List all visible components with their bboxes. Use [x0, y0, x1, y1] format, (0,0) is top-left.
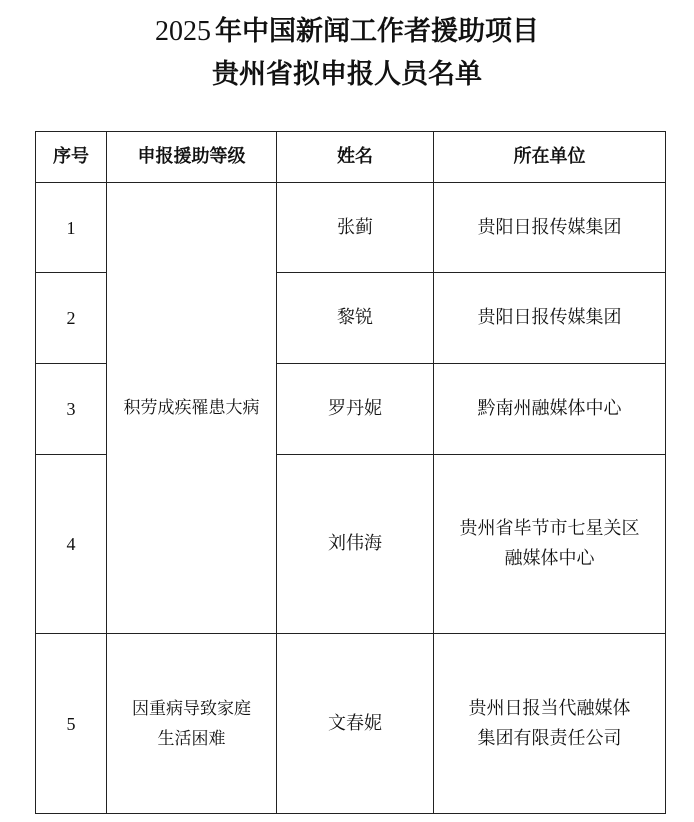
table-header-row: [36, 132, 666, 183]
applicant-name: 罗丹妮: [277, 364, 434, 455]
row-number: 4: [36, 455, 107, 634]
unit-line: 贵州省毕节市七星关区: [459, 518, 640, 539]
applicant-name: 刘伟海: [277, 455, 434, 634]
aid-level-cell: [107, 183, 277, 634]
applicant-name: 张蓟: [277, 183, 434, 273]
applicant-unit: [434, 634, 666, 814]
applicant-unit: [434, 183, 666, 273]
aid-level-text: 因重病导致家庭: [132, 698, 251, 719]
page-title-line-2: 贵州省拟申报人员名单: [212, 59, 482, 90]
column-header-no: 序号: [36, 132, 107, 183]
column-header-level: 申报援助等级: [107, 132, 277, 183]
table-row: [36, 634, 666, 814]
applicant-unit: [434, 364, 666, 455]
unit-line: 贵阳日报传媒集团: [477, 216, 622, 238]
applicant-name: 文春妮: [277, 634, 434, 814]
page-title-line-1: [0, 12, 694, 52]
row-number: 3: [36, 364, 107, 455]
column-header-unit: 所在单位: [434, 132, 666, 183]
table-row: [36, 183, 666, 273]
aid-level-text: 生活困难: [157, 728, 226, 749]
row-number: 5: [36, 634, 107, 814]
column-header-name: 姓名: [277, 132, 434, 183]
applicant-unit: [434, 455, 666, 634]
applicant-unit: [434, 273, 666, 364]
title-year: 2025: [155, 16, 211, 47]
title-text: 年中国新闻工作者援助项目: [215, 16, 539, 47]
unit-line: 贵州日报当代融媒体: [468, 697, 631, 719]
unit-line: 融媒体中心: [504, 548, 595, 569]
row-number: 2: [36, 273, 107, 364]
aid-level-cell: [107, 634, 277, 814]
aid-level-text: 积劳成疾罹患大病: [123, 398, 260, 418]
row-number: 1: [36, 183, 107, 273]
unit-line: 黔南州融媒体中心: [477, 398, 622, 419]
unit-line: 贵阳日报传媒集团: [477, 307, 622, 328]
applicant-table: [35, 131, 666, 814]
unit-line: 集团有限责任公司: [477, 727, 622, 749]
applicant-name: 黎锐: [277, 273, 434, 364]
